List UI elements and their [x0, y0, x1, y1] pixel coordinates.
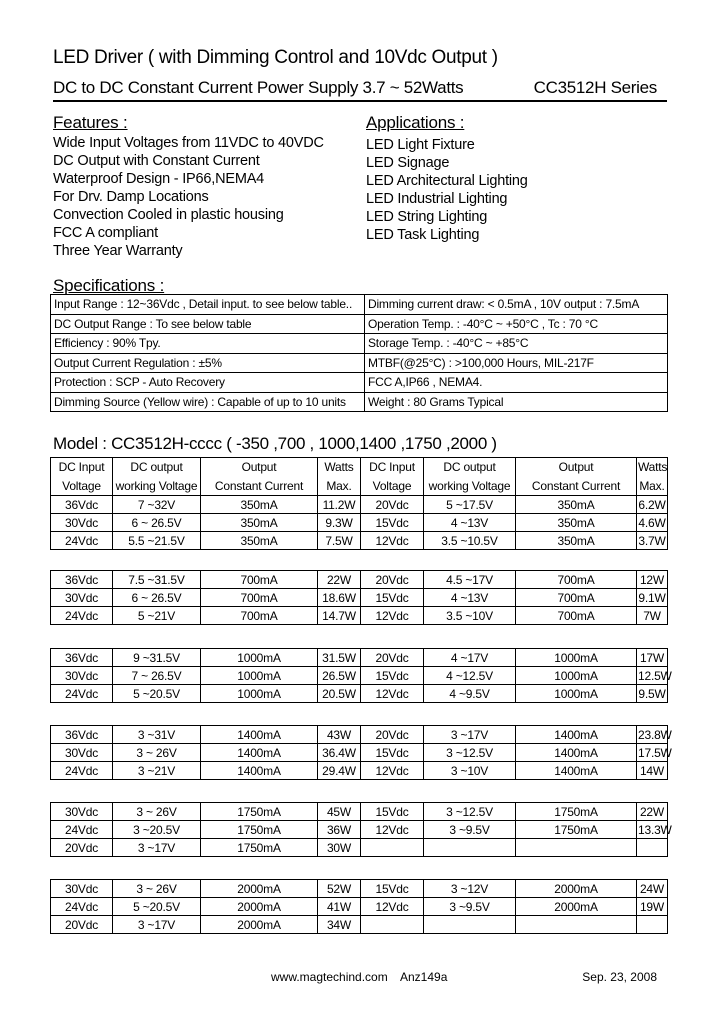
model-cell: 3 ~10V [424, 762, 516, 780]
model-cell: 1400mA [201, 762, 318, 780]
feature-item: For Drv. Damp Locations [53, 189, 209, 205]
model-cell: 7.5W [318, 532, 361, 550]
model-cell: 4 ~13V [424, 589, 516, 607]
spec-cell: Storage Temp. : -40°C ~ +85°C [365, 334, 668, 354]
model-cell: 350mA [201, 532, 318, 550]
model-cell: 700mA [201, 589, 318, 607]
model-cell: 4 ~9.5V [424, 685, 516, 703]
model-cell: 12Vdc [361, 762, 424, 780]
model-cell: 26.5W [318, 667, 361, 685]
model-cell: 30Vdc [51, 514, 113, 532]
model-cell: 15Vdc [361, 514, 424, 532]
model-cell: 7.5 ~31.5V [113, 571, 201, 589]
model-cell: 12Vdc [361, 898, 424, 916]
spec-cell: Weight : 80 Grams Typical [365, 392, 668, 412]
model-cell: 36Vdc [51, 571, 113, 589]
model-row [51, 496, 668, 514]
model-cell: 24Vdc [51, 898, 113, 916]
model-cell: 1400mA [516, 726, 637, 744]
model-cell: 20Vdc [361, 726, 424, 744]
model-cell: 3 ~12V [424, 880, 516, 898]
model-cell: 3.5 ~10.5V [424, 532, 516, 550]
model-row [51, 898, 668, 916]
spec-cell: Input Range : 12~36Vdc , Detail input. to see below table.. [51, 295, 365, 315]
model-header-cell: DC Input [51, 458, 113, 477]
model-header-cell: Max. [637, 477, 668, 496]
model-cell: 15Vdc [361, 589, 424, 607]
model-header-cell: working Voltage [424, 477, 516, 496]
features-list [53, 134, 324, 260]
model-header-cell: DC output [113, 458, 201, 477]
model-cell: 1750mA [201, 839, 318, 857]
application-item: LED Signage [366, 155, 450, 171]
model-table [50, 648, 672, 703]
model-cell: 12Vdc [361, 532, 424, 550]
model-row [51, 762, 668, 780]
feature-item: Convection Cooled in plastic housing [53, 207, 284, 223]
spec-cell: Dimming current draw: < 0.5mA , 10V output : 7.5mA [365, 295, 668, 315]
model-cell: 30Vdc [51, 803, 113, 821]
model-cell: 36W [318, 821, 361, 839]
model-cell: 1000mA [516, 685, 637, 703]
model-row [51, 744, 668, 762]
model-cell: 3 ~31V [113, 726, 201, 744]
model-cell: 2000mA [201, 898, 318, 916]
model-cell: 24Vdc [51, 532, 113, 550]
feature-item: Wide Input Voltages from 11VDC to 40VDC [53, 135, 324, 151]
model-cell: 350mA [201, 496, 318, 514]
document-subtitle: DC to DC Constant Current Power Supply 3.7 ~ 52Watts [53, 78, 464, 97]
product-series: CC3512H Series [533, 78, 657, 97]
model-cell: 22W [318, 571, 361, 589]
model-cell: 9.1W [638, 590, 666, 605]
feature-item: Three Year Warranty [53, 243, 183, 259]
model-cell: 1400mA [516, 744, 637, 762]
model-cell: 1000mA [201, 667, 318, 685]
footer-date: Sep. 23, 2008 [582, 970, 657, 984]
model-cell: 4 ~13V [424, 514, 516, 532]
model-cell [637, 839, 668, 857]
model-cell: 30Vdc [51, 880, 113, 898]
model-cell: 15Vdc [361, 744, 424, 762]
model-row [51, 821, 668, 839]
model-row [51, 571, 668, 589]
model-cell: 17.5W [638, 745, 672, 760]
model-cell: 29.4W [318, 762, 361, 780]
model-cell: 19W [637, 898, 668, 916]
model-cell: 3 ~9.5V [424, 821, 516, 839]
model-cell: 1000mA [201, 685, 318, 703]
model-table [50, 457, 668, 550]
spec-cell: Operation Temp. : -40°C ~ +50°C , Tc : 70 °C [365, 314, 668, 334]
model-cell: 20Vdc [361, 649, 424, 667]
model-cell: 9.5W [638, 686, 666, 701]
spec-row [51, 295, 668, 315]
model-cell: 12.5W [638, 668, 672, 683]
model-cell: 20Vdc [361, 571, 424, 589]
application-item: LED Industrial Lighting [366, 191, 508, 207]
model-cell: 3 ~20.5V [113, 821, 201, 839]
model-cell: 700mA [516, 589, 637, 607]
model-cell: 24Vdc [51, 821, 113, 839]
model-row [51, 649, 668, 667]
model-cell: 12Vdc [361, 821, 424, 839]
spec-row [51, 334, 668, 354]
model-table [50, 879, 668, 934]
model-cell: 36Vdc [51, 649, 113, 667]
model-table [50, 570, 668, 625]
model-row [51, 589, 668, 607]
footer-website: www.magtechind.com [271, 970, 388, 984]
model-row [51, 532, 668, 550]
model-cell: 700mA [201, 571, 318, 589]
model-cell: 4 ~17V [424, 649, 516, 667]
model-cell: 12Vdc [361, 607, 424, 625]
model-cell: 700mA [516, 571, 637, 589]
model-cell: 350mA [516, 514, 637, 532]
model-cell: 1400mA [516, 762, 637, 780]
model-cell: 3 ~21V [113, 762, 201, 780]
model-table [50, 802, 672, 857]
model-cell: 1400mA [201, 744, 318, 762]
model-cell: 24Vdc [51, 762, 113, 780]
model-cell: 24W [637, 880, 668, 898]
model-cell: 45W [318, 803, 361, 821]
model-cell: 14.7W [318, 607, 361, 625]
model-row [51, 839, 668, 857]
model-cell: 18.6W [318, 589, 361, 607]
model-cell: 3 ~ 26V [113, 803, 201, 821]
model-cell: 6 ~ 26.5V [113, 589, 201, 607]
model-cell: 2000mA [516, 880, 637, 898]
model-cell: 15Vdc [361, 803, 424, 821]
model-cell: 15Vdc [361, 880, 424, 898]
model-cell [637, 916, 668, 934]
model-cell [424, 916, 516, 934]
applications-heading: Applications : [366, 113, 465, 132]
model-header-cell: Watts [637, 458, 668, 477]
model-cell: 700mA [516, 607, 637, 625]
spec-cell: Efficiency : 90% Tpy. [51, 334, 365, 354]
model-cell: 6.2W [638, 497, 666, 512]
model-cell: 20Vdc [361, 496, 424, 514]
model-cell: 5 ~17.5V [424, 496, 516, 514]
model-cell: 9 ~31.5V [113, 649, 201, 667]
model-cell: 24Vdc [51, 607, 113, 625]
model-cell: 52W [318, 880, 361, 898]
model-cell: 23.8W [638, 727, 672, 742]
model-header-cell: Max. [318, 477, 361, 496]
model-cell: 20.5W [318, 685, 361, 703]
model-cell: 3 ~12.5V [424, 744, 516, 762]
model-cell: 350mA [201, 514, 318, 532]
applications-list [366, 136, 528, 244]
model-row [51, 916, 668, 934]
model-cell: 3 ~ 26V [113, 880, 201, 898]
model-cell: 31.5W [318, 649, 361, 667]
model-cell: 6 ~ 26.5V [113, 514, 201, 532]
model-row [51, 803, 668, 821]
model-cell: 5 ~20.5V [113, 685, 201, 703]
spec-row [51, 392, 668, 412]
model-cell: 350mA [516, 532, 637, 550]
application-item: LED Task Lighting [366, 227, 480, 243]
spec-cell: FCC A,IP66 , NEMA4. [365, 373, 668, 393]
model-cell: 11.2W [318, 496, 361, 514]
model-row [51, 514, 668, 532]
model-cell: 14W [637, 762, 668, 780]
feature-item: Waterproof Design - IP66,NEMA4 [53, 171, 265, 187]
model-cell: 5 ~21V [113, 607, 201, 625]
model-cell: 5 ~20.5V [113, 898, 201, 916]
model-row [51, 880, 668, 898]
model-cell: 5.5 ~21.5V [113, 532, 201, 550]
model-cell: 3.5 ~10V [424, 607, 516, 625]
model-cell: 7W [637, 607, 668, 625]
spec-cell: MTBF(@25°C) : >100,000 Hours, MIL-217F [365, 353, 668, 373]
specifications-table [50, 294, 668, 412]
model-cell: 15Vdc [361, 667, 424, 685]
spec-cell: Output Current Regulation : ±5% [51, 353, 365, 373]
application-item: LED Architectural Lighting [366, 173, 528, 189]
model-header-cell: DC Input [361, 458, 424, 477]
model-cell [361, 916, 424, 934]
model-row [51, 685, 668, 703]
model-cell: 4.6W [638, 515, 666, 530]
spec-row [51, 314, 668, 334]
feature-item: DC Output with Constant Current [53, 153, 260, 169]
model-cell: 2000mA [201, 880, 318, 898]
model-cell: 1000mA [516, 649, 637, 667]
model-cell: 1750mA [516, 803, 637, 821]
model-cell: 2000mA [516, 898, 637, 916]
model-cell: 22W [637, 803, 668, 821]
model-cell [516, 839, 637, 857]
model-cell: 4.5 ~17V [424, 571, 516, 589]
model-cell: 24Vdc [51, 685, 113, 703]
model-cell: 12Vdc [361, 685, 424, 703]
model-cell: 36.4W [318, 744, 361, 762]
model-header-row [51, 477, 668, 496]
model-header-cell: Constant Current [516, 477, 637, 496]
model-cell: 20Vdc [51, 839, 113, 857]
model-cell: 2000mA [201, 916, 318, 934]
model-header-cell: Watts [318, 458, 361, 477]
model-cell: 3.7W [638, 533, 666, 548]
model-header-cell: Output [201, 458, 318, 477]
feature-item: FCC A compliant [53, 225, 158, 241]
model-header-cell: DC output [424, 458, 516, 477]
model-header-cell: working Voltage [113, 477, 201, 496]
model-cell: 17W [637, 649, 668, 667]
model-cell: 7 ~32V [113, 496, 201, 514]
model-cell: 9.3W [318, 514, 361, 532]
model-cell: 1000mA [516, 667, 637, 685]
model-cell [424, 839, 516, 857]
application-item: LED String Lighting [366, 209, 488, 225]
spec-row [51, 373, 668, 393]
model-cell: 1750mA [201, 803, 318, 821]
model-cell: 3 ~ 26V [113, 744, 201, 762]
header-rule [53, 100, 667, 102]
model-cell: 3 ~9.5V [424, 898, 516, 916]
model-row [51, 726, 668, 744]
model-row [51, 607, 668, 625]
model-cell: 30Vdc [51, 667, 113, 685]
model-cell: 700mA [201, 607, 318, 625]
spec-row [51, 353, 668, 373]
model-cell: 30W [318, 839, 361, 857]
model-cell: 3 ~17V [424, 726, 516, 744]
model-cell: 1750mA [201, 821, 318, 839]
model-cell: 7 ~ 26.5V [113, 667, 201, 685]
model-cell: 1400mA [201, 726, 318, 744]
model-cell: 13.3W [638, 822, 672, 837]
model-cell: 20Vdc [51, 916, 113, 934]
model-cell: 3 ~12.5V [424, 803, 516, 821]
model-cell: 36Vdc [51, 726, 113, 744]
model-header-cell: Output [516, 458, 637, 477]
model-cell [516, 916, 637, 934]
model-cell: 34W [318, 916, 361, 934]
application-item: LED Light Fixture [366, 137, 475, 153]
model-cell: 12W [637, 571, 668, 589]
model-cell: 36Vdc [51, 496, 113, 514]
footer-doc-id: Anz149a [400, 970, 448, 984]
model-cell: 30Vdc [51, 744, 113, 762]
model-header-cell: Voltage [51, 477, 113, 496]
model-header-row [51, 458, 668, 477]
features-heading: Features : [53, 113, 128, 132]
model-cell: 41W [318, 898, 361, 916]
model-table [50, 725, 672, 780]
model-cell: 1750mA [516, 821, 637, 839]
model-cell [361, 839, 424, 857]
model-cell: 350mA [516, 496, 637, 514]
spec-cell: DC Output Range : To see below table [51, 314, 365, 334]
model-cell: 3 ~17V [113, 916, 201, 934]
model-title: Model : CC3512H-cccc ( -350 ,700 , 1000,1400 ,1750 ,2000 ) [53, 434, 497, 453]
spec-cell: Protection : SCP - Auto Recovery [51, 373, 365, 393]
model-cell: 30Vdc [51, 589, 113, 607]
model-cell: 4 ~12.5V [424, 667, 516, 685]
model-cell: 3 ~17V [113, 839, 201, 857]
model-cell: 43W [318, 726, 361, 744]
model-header-cell: Voltage [361, 477, 424, 496]
spec-cell: Dimming Source (Yellow wire) : Capable of up to 10 units [51, 392, 365, 412]
specifications-heading: Specifications : [53, 276, 165, 295]
document-title: LED Driver ( with Dimming Control and 10Vdc Output ) [53, 47, 498, 68]
model-header-cell: Constant Current [201, 477, 318, 496]
model-row [51, 667, 668, 685]
model-cell: 1000mA [201, 649, 318, 667]
